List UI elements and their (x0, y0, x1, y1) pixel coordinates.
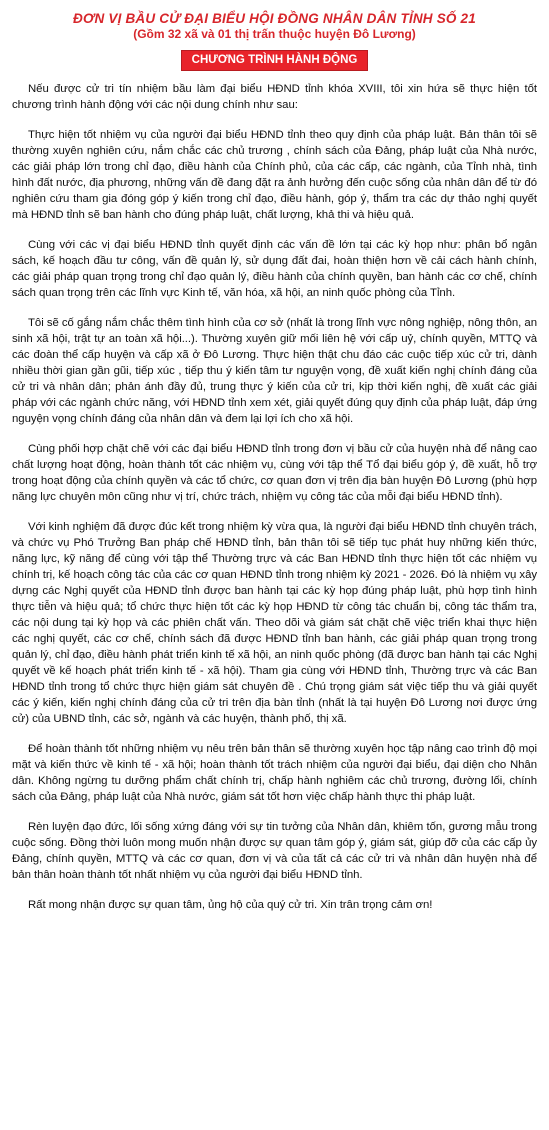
paragraph-self-improvement: Để hoàn thành tốt những nhiệm vụ nêu trên bản thân sẽ thường xuyên học tập nâng cao trình độ mọi mặt và kiến thức về kinh tế - xã hội; hoàn thành tốt trách nhiệm của người đại biểu, đại diện cho Nhân dân. Không ngừng tu dưỡng phẩm chất chính trị, chấp hành nghiêm các chủ trương, đường lối, chính sách của Đảng, pháp luật của Nhà nước, giám sát tốt hơn việc chấp hành thực thi pháp luật. (12, 743, 537, 803)
paragraph-duties: Thực hiện tốt nhiệm vụ của người đại biểu HĐND tỉnh theo quy định của pháp luật. Bản thân tôi sẽ thường xuyên nghiên cứu, nắm chắc các chủ trương , chính sách của Đảng, pháp luật của Nhà nước, các giải pháp lớn trong chỉ đạo, điều hành của Chính phủ, của các cấp, các ngành, của Tỉnh nhà, tình hình đất nước, địa phương, những vấn đề đang đặt ra ảnh hưởng đến cuộc sống của nhân dân để từ đó nghiên cứu tham gia đóng góp ý kiến trong chỉ đạo, điều hành, góp ý, thẩm tra các dự thảo nghị quyết mà HĐND tỉnh sẽ ban hành cho đúng pháp luật, chất lượng, khả thi và hiệu quả. (12, 129, 537, 221)
action-program-badge: CHƯƠNG TRÌNH HÀNH ĐỘNG (181, 50, 369, 71)
section-badge-wrap (12, 50, 537, 71)
paragraph-grassroots: Tôi sẽ cố gắng nắm chắc thêm tình hình của cơ sở (nhất là trong lĩnh vực nông nghiệp, nông thôn, an sinh xã hội, trật tự an toàn xã hội...). Thường xuyên giữ mối liên hệ với cấp uỷ, chính quyền, MTTQ và các đoàn thể cấp huyện và cấp xã ở Đô Lương. Thực hiện thật chu đáo các cuộc tiếp xúc cử tri, dành nhiều thời gian gần gũi, tiếp xúc , tiếp thu ý kiến tâm tư nguyện vọng, đề xuất kiến nghị chính đáng của cử tri và nhân dân; phản ánh đầy đủ, trung thực ý kiến của cử tri, kịp thời kiến nghị, đề xuất các giải pháp với các ngành chức năng, với HĐND tỉnh xem xét, giải quyết đúng quy định của pháp luật, đáp ứng nguyện vọng chính đáng của nhân dân và đem lại lợi ích cho xã hội. (12, 317, 537, 425)
document-title: ĐƠN VỊ BẦU CỬ ĐẠI BIỂU HỘI ĐỒNG NHÂN DÂN TỈNH SỐ 21 (73, 11, 476, 26)
paragraph-experience: Với kinh nghiệm đã được đúc kết trong nhiệm kỳ vừa qua, là người đại biểu HĐND tỉnh chuyên trách, và chức vụ Phó Trưởng Ban pháp chế HĐND tỉnh, bản thân tôi sẽ tiếp tục phát huy những kiến thức, năng lực, kỹ năng để cùng với tập thể Thường trực và các Ban HĐND tỉnh thực hiện tốt các nhiệm vụ chính trị, kế hoạch công tác của các cơ quan HĐND tỉnh trong nhiệm kỳ 2021 - 2026. Đó là nhiệm vụ xây dựng các Nghị quyết của HĐND tỉnh được ban hành tại các kỳ họp đúng pháp luật, phù hợp tình hình thực tiễn và hiệu quả; tổ chức thực hiện tốt các kỳ họp HĐND từ công tác chuẩn bị, công tác thẩm tra, các nội dung tại kỳ họp và các phiên chất vấn. Theo dõi và giám sát chặt chẽ việc triển khai thực hiện các nghị quyết, các cơ chế, chính sách đã được HĐND tỉnh ban hành, các giải pháp quan trọng trong quản lý, chỉ đạo, điều hành phát triển kinh tế xã hội, an ninh quốc phòng (đã được ban hành tại các Nghị quyết về kế hoạch phát triển kinh tế - xã hội). Tham gia cùng với HĐND tỉnh, Thường trực và các Ban HĐND tỉnh trong tổ chức thực hiện giám sát chuyên đề . Chú trọng giám sát việc tiếp thu và giải quyết các ý kiến, kiến nghị chính đáng của cử tri trên địa bàn tỉnh (nhất là tại huyện Đô Lương nơi được ứng cử) của UBND tỉnh, các sở, ngành và các huyện, thành phố, thị xã. (12, 521, 537, 725)
paragraph-ethics: Rèn luyện đạo đức, lối sống xứng đáng với sự tin tưởng của Nhân dân, khiêm tốn, gương mẫu trong cuộc sống. Đồng thời luôn mong muốn nhận được sự quan tâm góp ý, giám sát, giúp đỡ của các cấp ủy Đảng, chính quyền, MTTQ và các cơ quan, đơn vị và của tất cả các cử tri và nhân dân huyện nhà để bản thân hoàn thành tốt nhất nhiệm vụ của người đại biểu HĐND tỉnh. (12, 821, 537, 881)
paragraph-decisions: Cùng với các vị đại biểu HĐND tỉnh quyết định các vấn đề lớn tại các kỳ họp như: phân bổ ngân sách, kế hoạch đầu tư công, vấn đề quản lý, sử dụng đất đai, hoàn thiện hơn về cải cách hành chính, các giải pháp quan trọng trong chỉ đạo quản lý, điều hành của chính quyền, ban hành các cơ chế, chính sách quan trọng trên các lĩnh vực Kinh tế, văn hóa, xã hội, an ninh quốc phòng của Tỉnh. (12, 239, 537, 299)
paragraph-coordination: Cùng phối hợp chặt chẽ với các đại biểu HĐND tỉnh trong đơn vị bầu cử của huyện nhà để nâng cao chất lượng hoạt động, hoàn thành tốt các nhiệm vụ, cùng với tập thể Tổ đại biểu góp ý, đề xuất, hỗ trợ trong hoạt động của chính quyền và các tổ chức, cơ quan đơn vị trên địa bàn huyện Đô Lương (phù hợp năng lực chuyên môn cũng như vị trí, chức trách, nhiệm vụ công tác của mỗi đại biểu HĐND tỉnh). (12, 443, 537, 503)
document-subtitle: (Gồm 32 xã và 01 thị trấn thuộc huyện Đô Lương) (133, 27, 416, 41)
paragraph-intro: Nếu được cử tri tín nhiệm bầu làm đại biểu HĐND tỉnh khóa XVIII, tôi xin hứa sẽ thực hiện tốt chương trình hành động với các nội dung chính như sau: (12, 83, 537, 111)
paragraph-closing: Rất mong nhận được sự quan tâm, ủng hộ của quý cử tri. Xin trân trọng cảm ơn! (28, 899, 433, 911)
